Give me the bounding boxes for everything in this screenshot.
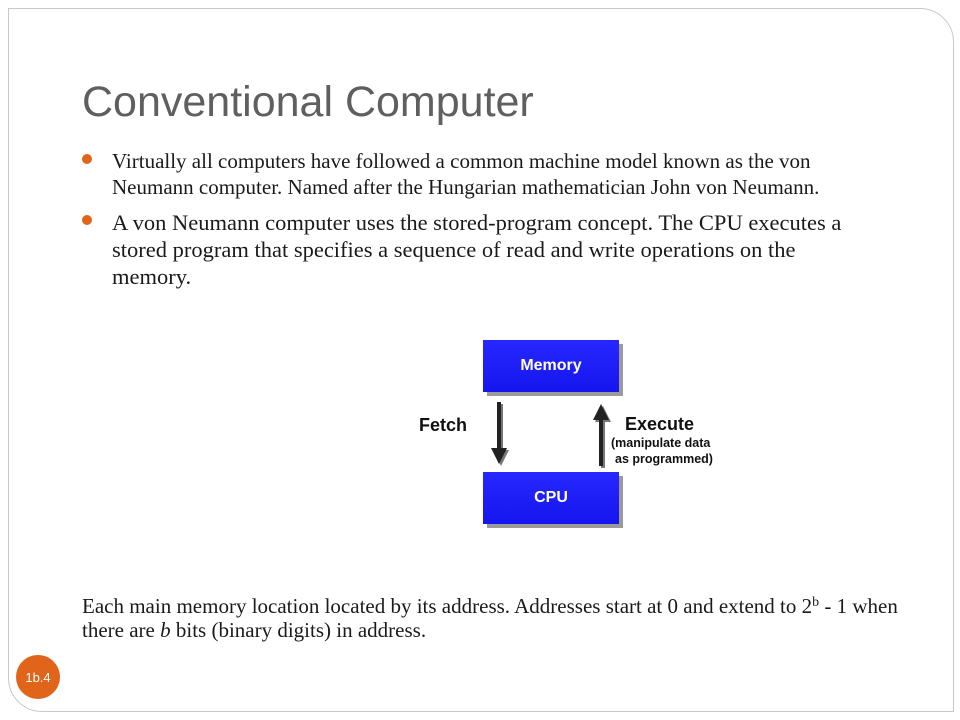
para-part1: Each main memory location located by its address. Addresses start at 0 and extend to 2 — [82, 594, 813, 618]
fetch-label: Fetch — [419, 415, 468, 435]
para-part2: - 1 when there are — [82, 594, 898, 642]
bullet-list — [82, 148, 872, 299]
para-part3: bits (binary digits) in address. — [170, 618, 427, 642]
bullet-dot-icon — [82, 154, 92, 164]
address-paragraph — [82, 594, 902, 642]
fetch-arrow-icon — [491, 402, 509, 466]
slide-number-badge: 1b.4 — [16, 655, 60, 699]
execute-arrow-icon — [593, 404, 611, 468]
bullet-item — [82, 148, 872, 200]
bullet-item — [82, 209, 872, 290]
slide-title: Conventional Computer — [82, 78, 534, 126]
para-italic: b — [160, 618, 171, 642]
execute-note-line2: as programmed) — [615, 452, 713, 466]
bullet-text: A von Neumann computer uses the stored-program concept. The CPU executes a stored program that specifies a sequence of read and write operations on the memory. — [112, 210, 842, 289]
von-neumann-diagram — [415, 336, 745, 532]
execute-label: Execute — [625, 414, 695, 434]
bullet-text: Virtually all computers have followed a common machine model known as the von Neumann computer. Named after the Hungarian mathematician John von Neumann. — [112, 149, 820, 199]
execute-note-line1: (manipulate data — [611, 436, 711, 450]
memory-box: Memory — [483, 340, 619, 392]
bullet-dot-icon — [82, 215, 92, 225]
para-superscript: b — [812, 595, 820, 610]
cpu-box: CPU — [483, 472, 619, 524]
